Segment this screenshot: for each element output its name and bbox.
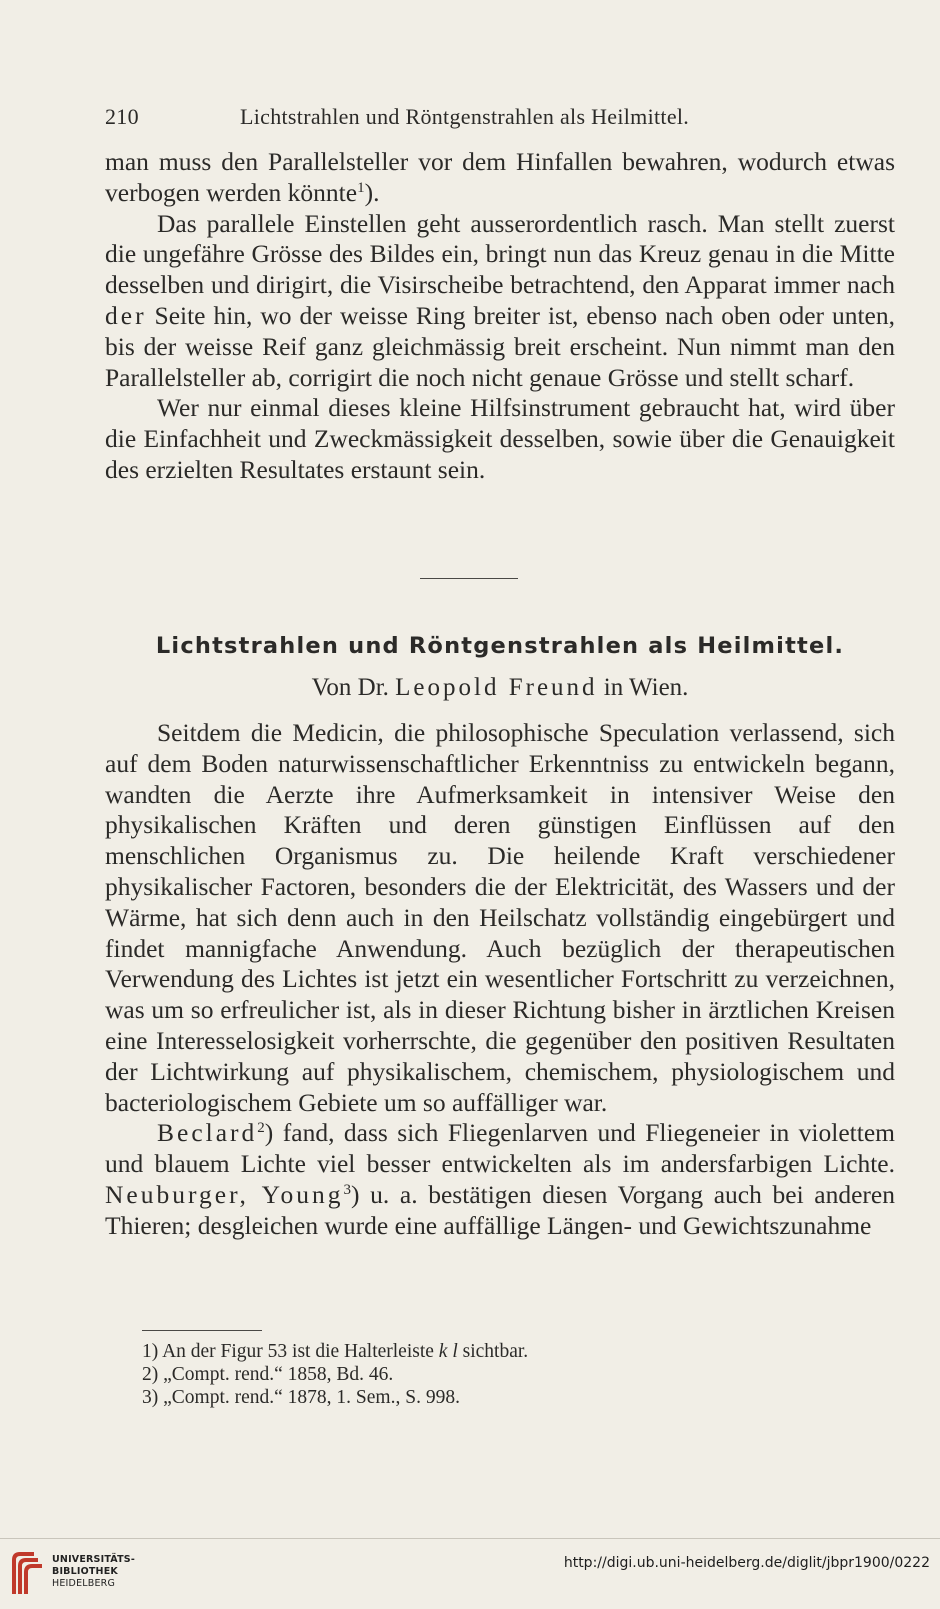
- footnote: 1) An der Figur 53 ist die Halterleiste k l sichtbar.: [142, 1341, 529, 1362]
- page-number: 210: [105, 104, 139, 129]
- library-logo[interactable]: UNIVERSITÄTS- BIBLIOTHEK HEIDELBERG: [8, 1548, 133, 1603]
- article-title: Lichtstrahlen und Röntgenstrahlen als Heilmittel.: [155, 633, 845, 659]
- continuation-text: [105, 147, 895, 486]
- paragraph: Das parallele Einstellen geht ausserordentlich rasch. Man stellt zuerst die ungefähre Grösse des Bildes ein, bringt nun das Kreuz genau in die Mitte desselben und dirigirt, die Visirscheibe betrachtend, den Apparat immer nach der Seite hin, wo der weisse Ring breiter ist, ebenso nach oben oder unten, bis der weisse Reif ganz gleichmässig breit erscheint. Nun nimmt man den Parallelsteller ab, corrigirt die noch nicht genaue Grösse und stellt scharf.: [105, 208, 896, 392]
- article-text: [105, 718, 895, 1242]
- footnote-divider: [142, 1330, 262, 1331]
- paragraph: Seitdem die Medicin, die philosophische Speculation verlassend, sich auf dem Boden naturwissenschaftlicher Erkenntniss zu entwickeln begann, wandten die Aerzte ihre Aufmerksamkeit in intensiver Weise den physikalischen Kräften und deren günstigen Einflüssen auf den menschlichen Organismus zu. Die heilende Kraft verschiedener physikalischer Factoren, besonders die der Elektricität, des Wassers und der Wärme, hat sich denn auch in den Heilschatz vollständig eingebürgert und findet mannigfache Anwendung. Auch bezüglich der therapeutischen Verwendung des Lichtes ist jetzt ein wesentlicher Fortschritt zu verzeichnen, was um so erfreulicher ist, als in dieser Richtung bisher in ärztlichen Kreisen eine Interesselosigkeit vorherrschte, die gegenüber den positiven Resultaten der Lichtwirkung auf physikalischem, chemischem, physiologischem und bacteriologischem Gebiete um so auffälliger war.: [105, 718, 895, 1117]
- footer-divider: [0, 1538, 940, 1539]
- footnotes: [142, 1340, 882, 1409]
- running-title: Lichtstrahlen und Röntgenstrahlen als Heilmittel.: [240, 104, 690, 129]
- paragraph: Beclard$^2$) fand, dass sich Fliegenlarven und Fliegeneier in violettem und blauem Lichte viel besser entwickelten als im andersfarbigen Lichte. Neuburger, Young$^3$) u. a. bestätigen diesen Vorgang auch bei anderen Thieren; desgleichen wurde eine auffällige Längen- und Gewichtszunahme: [105, 1118, 895, 1240]
- section-divider: [420, 578, 518, 579]
- article-byline: Von Dr. Leopold Freund in Wien.: [311, 674, 689, 701]
- author-name: Leopold Freund: [395, 674, 598, 701]
- footnote-ref: 2: [257, 1120, 265, 1137]
- paragraph: Wer nur einmal dieses kleine Hilfsinstrument gebraucht hat, wird über die Einfachheit und Zweckmässigkeit desselben, sowie über die Genauigkeit des erzielten Resultates erstaunt sein.: [105, 393, 895, 484]
- paragraph: man muss den Parallelsteller vor dem Hinfallen bewahren, wodurch etwas verbogen werden könnte$^1$).: [105, 147, 895, 207]
- footnote: 2) „Compt. rend.“ 1858, Bd. 46.: [142, 1364, 394, 1385]
- footnote-ref: 1: [357, 179, 365, 196]
- footnote-ref: 3: [343, 1181, 351, 1198]
- footnote: 3) „Compt. rend.“ 1878, 1. Sem., S. 998.: [142, 1387, 460, 1408]
- library-logo-icon: [8, 1550, 46, 1600]
- source-url-link[interactable]: http://digi.ub.uni-heidelberg.de/diglit/jbpr1900/0222: [563, 1555, 930, 1571]
